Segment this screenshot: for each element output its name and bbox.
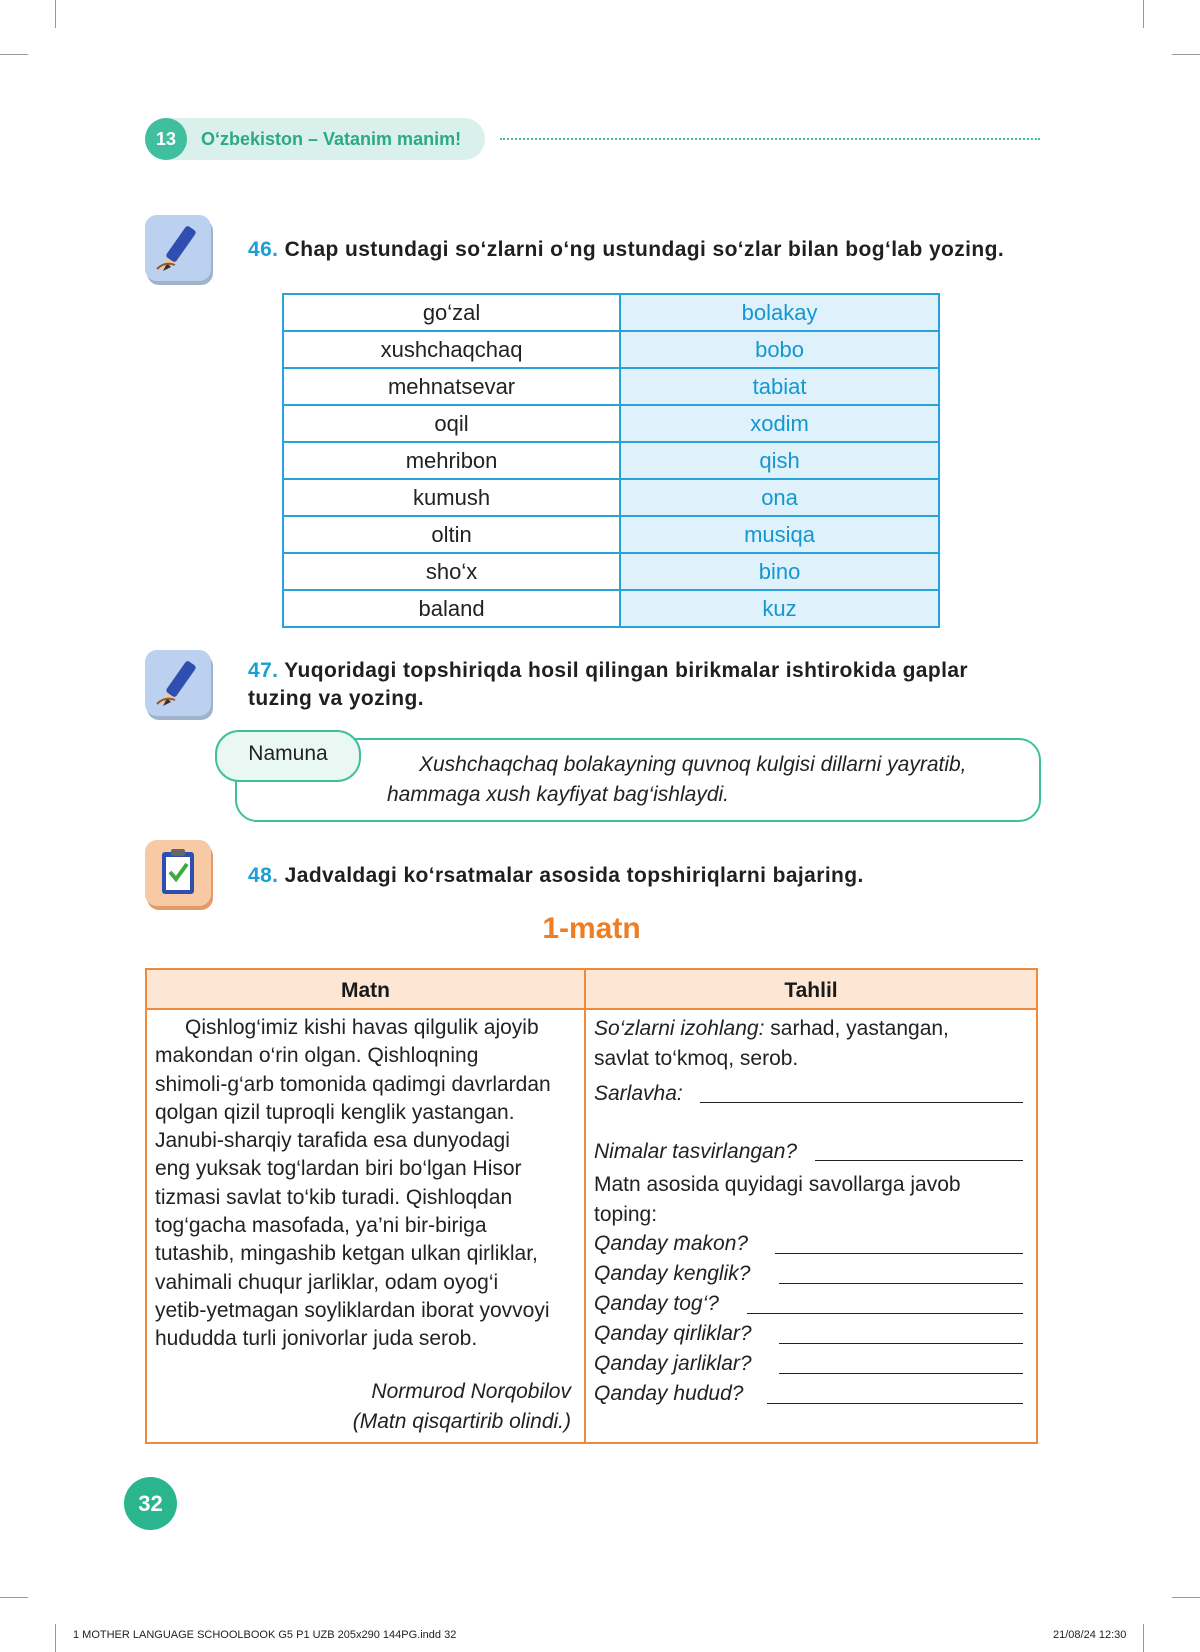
question-label: Qanday tog‘? xyxy=(594,1292,719,1315)
matn-line: shimoli-g‘arb tomonida qadimgi davrlardan xyxy=(155,1072,551,1096)
question-place xyxy=(594,1232,748,1256)
pencil-writing-icon xyxy=(145,215,211,281)
pencil-writing-icon xyxy=(145,650,211,716)
left-word: sho‘x xyxy=(283,553,620,590)
column-header-tahlil: Tahlil xyxy=(586,970,1036,1010)
matn-line-text: Qishlog‘imiz kishi havas qilgulik ajoyib xyxy=(185,1016,539,1039)
question-label: Qanday hudud? xyxy=(594,1382,744,1405)
crop-mark xyxy=(0,54,28,55)
left-word: go‘zal xyxy=(283,294,620,331)
question-label: Qanday jarliklar? xyxy=(594,1352,752,1375)
question-mountain xyxy=(594,1292,719,1316)
task-text: Chap ustundagi so‘zlarni o‘ng ustundagi so‘zlar bilan bog‘lab yozing. xyxy=(284,238,1005,261)
described-prompt xyxy=(594,1140,797,1164)
questions-intro: Matn asosida quyidagi savollarga javob xyxy=(594,1173,961,1196)
right-word: ona xyxy=(620,479,939,516)
table-row xyxy=(283,331,939,368)
answer-line[interactable] xyxy=(747,1313,1023,1314)
left-word: mehnatsevar xyxy=(283,368,620,405)
left-word: mehribon xyxy=(283,442,620,479)
explain-words-prompt xyxy=(594,1017,949,1041)
source-note: (Matn qisqartirib olindi.) xyxy=(352,1410,571,1433)
table-row xyxy=(283,368,939,405)
print-date: 21/08/24 12:30 xyxy=(1053,1629,1127,1641)
answer-line[interactable] xyxy=(700,1102,1023,1103)
task-48-instruction xyxy=(248,862,864,890)
table-row xyxy=(283,516,939,553)
described-label: Nimalar tasvirlangan? xyxy=(594,1140,798,1163)
answer-line[interactable] xyxy=(775,1253,1023,1254)
table-row xyxy=(283,294,939,331)
right-word: bino xyxy=(620,553,939,590)
left-word: xushchaqchaq xyxy=(283,331,620,368)
answer-line[interactable] xyxy=(779,1373,1023,1374)
matn-text xyxy=(155,1014,575,1354)
answer-line[interactable] xyxy=(779,1343,1023,1344)
question-label: Qanday qirliklar? xyxy=(594,1322,752,1345)
right-word: kuz xyxy=(620,590,939,627)
task-text: Jadvaldagi ko‘rsatmalar asosida topshiriqlarni bajaring. xyxy=(284,864,864,887)
right-word: bobo xyxy=(620,331,939,368)
explain-label: So‘zlarni izohlang: xyxy=(594,1017,765,1040)
word-matching-table xyxy=(282,293,940,628)
question-label: Qanday kenglik? xyxy=(594,1262,751,1285)
crop-mark xyxy=(1143,0,1144,28)
matn-line: yetib-yetmagan soyliklardan iborat yovvoyi xyxy=(155,1298,550,1322)
right-word: qish xyxy=(620,442,939,479)
matn-line: hududda turli jonivorlar juda serob. xyxy=(155,1327,478,1351)
answer-line[interactable] xyxy=(767,1403,1023,1404)
matn-line: tog‘gacha masofada, ya’ni bir-biriga xyxy=(155,1214,487,1238)
left-word: oltin xyxy=(283,516,620,553)
answer-line[interactable] xyxy=(815,1160,1023,1161)
crop-mark xyxy=(0,1597,28,1598)
clipboard-check-icon xyxy=(145,840,211,906)
text-analysis-table xyxy=(145,968,1038,1444)
text-heading: 1-matn xyxy=(542,912,641,945)
chapter-title: O‘zbekiston – Vatanim manim! xyxy=(201,129,462,149)
page-number: 32 xyxy=(124,1477,177,1530)
task-number: 46. xyxy=(248,238,279,261)
left-word: baland xyxy=(283,590,620,627)
header-dotted-line xyxy=(500,138,1040,140)
matn-line: makondan o‘rin olgan. Qishloqning xyxy=(155,1044,479,1068)
title-prompt xyxy=(594,1082,683,1106)
task-text: tuzing va yozing. xyxy=(248,687,424,710)
explain-words: sarhad, yastangan, xyxy=(764,1017,949,1040)
crop-mark xyxy=(1172,1597,1200,1598)
question-plain xyxy=(594,1262,750,1286)
sample-text-line: Xushchaqchaq bolakayning quvnoq kulgisi dillarni yayratib, xyxy=(419,753,967,776)
author-name: Normurod Norqobilov xyxy=(371,1380,571,1403)
crop-mark xyxy=(1172,54,1200,55)
crop-mark xyxy=(55,0,56,28)
explain-words-line2: savlat to‘kmoq, serob. xyxy=(594,1047,799,1070)
matn-line: Janubi-sharqiy tarafida esa dunyodagi xyxy=(155,1129,510,1153)
column-header-matn: Matn xyxy=(147,970,584,1010)
task-46-instruction xyxy=(248,236,1004,264)
task-text: Yuqoridagi topshiriqda hosil qilingan birikmalar ishtirokida gaplar xyxy=(284,659,969,682)
matn-line: vahimali chuqur jarliklar, odam oyog‘i xyxy=(155,1270,499,1294)
question-ravines xyxy=(594,1352,752,1376)
matn-line xyxy=(155,1014,575,1042)
matn-line: qolgan qizil tuproqli kenglik yastangan. xyxy=(155,1100,515,1124)
matn-line: tizmasi savlat to‘kib turadi. Qishloqdan xyxy=(155,1185,513,1209)
table-row xyxy=(283,479,939,516)
right-word: musiqa xyxy=(620,516,939,553)
questions-intro-line2: toping: xyxy=(594,1203,658,1226)
table-row xyxy=(283,590,939,627)
left-word: oqil xyxy=(283,405,620,442)
sample-text-line: hammaga xush kayfiyat bag‘ishlaydi. xyxy=(387,783,730,806)
table-row xyxy=(283,405,939,442)
answer-line[interactable] xyxy=(779,1283,1023,1284)
matn-line: eng yuksak tog‘lardan biri bo‘lgan Hisor xyxy=(155,1157,522,1181)
table-row xyxy=(283,442,939,479)
right-word: xodim xyxy=(620,405,939,442)
crop-mark xyxy=(1143,1624,1144,1652)
title-label: Sarlavha: xyxy=(594,1082,683,1105)
right-word: tabiat xyxy=(620,368,939,405)
question-hills xyxy=(594,1322,752,1346)
task-47-instruction xyxy=(248,657,968,713)
question-area xyxy=(594,1382,743,1406)
column-divider xyxy=(584,970,586,1442)
right-word: bolakay xyxy=(620,294,939,331)
print-slug: 1 MOTHER LANGUAGE SCHOOLBOOK G5 P1 UZB 205x290 144PG.indd 32 xyxy=(73,1629,457,1641)
task-number: 48. xyxy=(248,864,279,887)
matn-line: tutashib, mingashib ketgan ulkan qirliklar, xyxy=(155,1242,538,1266)
task-number: 47. xyxy=(248,659,279,682)
table-row xyxy=(283,553,939,590)
sample-label: Namuna xyxy=(215,730,361,782)
left-word: kumush xyxy=(283,479,620,516)
chapter-number: 13 xyxy=(145,118,187,160)
question-label: Qanday makon? xyxy=(594,1232,749,1255)
crop-mark xyxy=(55,1624,56,1652)
